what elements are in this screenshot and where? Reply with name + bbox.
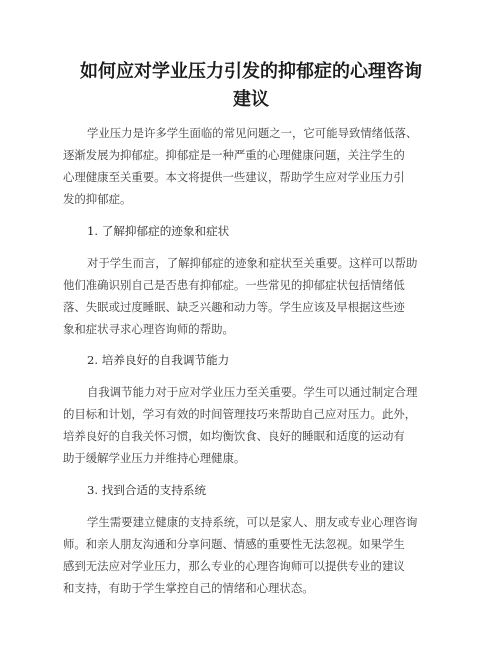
- section-2-line-1: 自我调节能力对于应对学业压力至关重要。学生可以通过制定合理: [87, 385, 418, 399]
- section-1-line-2: 他们准确识别自己是否患有抑郁症。一些常见的抑郁症状包括情绪低: [63, 278, 405, 292]
- section-1-line-4: 象和症状寻求心理咨询师的帮助。: [63, 322, 234, 336]
- section-1-line-3: 落、失眠或过度睡眠、缺乏兴趣和动力等。学生应该及早根据这些迹: [63, 300, 405, 314]
- section-3-line-3: 感到无法应对学业压力，那么专业的心理咨询师可以提供专业的建议: [63, 559, 405, 573]
- section-1-line-1: 对于学生而言，了解抑郁症的迹象和症状至关重要。这样可以帮助: [87, 256, 418, 270]
- intro-line-1: 学业压力是许多学生面临的常见问题之一，它可能导致情绪低落、: [87, 126, 418, 140]
- section-2-line-3: 培养良好的自我关怀习惯，如均衡饮食、良好的睡眠和适度的运动有: [63, 429, 405, 443]
- section-1-heading: 1. 了解抑郁症的迹象和症状: [87, 224, 230, 238]
- section-2-heading: 2. 培养良好的自我调节能力: [87, 353, 230, 367]
- intro-line-4: 发的抑郁症。: [63, 192, 132, 206]
- title-line-1: 如何应对学业压力引发的抑郁症的心理咨询: [80, 61, 422, 82]
- document-title: [60, 58, 442, 114]
- section-3-line-2: 师。和亲人朋友沟通和分享问题、情感的重要性无法忽视。如果学生: [63, 537, 405, 551]
- section-3-line-4: 和支持，有助于学生掌控自己的情绪和心理状态。: [63, 581, 314, 595]
- section-3-heading: 3. 找到合适的支持系统: [87, 483, 207, 497]
- intro-line-2: 逐渐发展为抑郁症。抑郁症是一种严重的心理健康问题，关注学生的: [63, 148, 405, 162]
- section-3-line-1: 学生需要建立健康的支持系统，可以是家人、朋友或专业心理咨询: [87, 515, 418, 529]
- section-2-line-4: 助于缓解学业压力并维持心理健康。: [63, 451, 246, 465]
- section-2-line-2: 的目标和计划，学习有效的时间管理技巧来帮助自己应对压力。此外，: [63, 407, 417, 421]
- intro-line-3: 心理健康至关重要。本文将提供一些建议，帮助学生应对学业压力引: [63, 170, 405, 184]
- title-line-2: 建议: [233, 89, 269, 110]
